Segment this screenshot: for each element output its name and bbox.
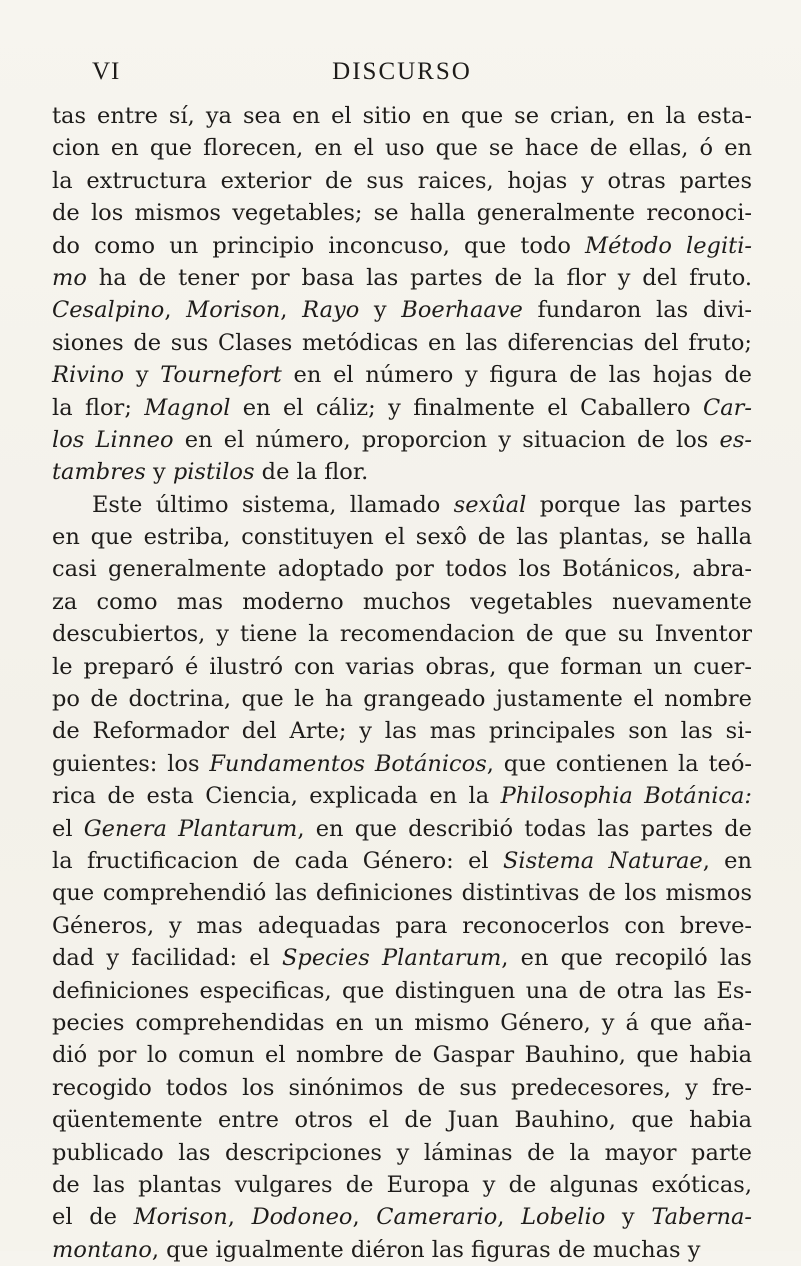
body-text xyxy=(52,100,752,1266)
text-span: dió por lo comun el nombre de Gaspar Bauhino, que habia xyxy=(52,1042,752,1069)
text-span: el xyxy=(52,815,84,842)
text-span: do como un principio inconcuso, que todo xyxy=(52,232,586,259)
italic-text: Sistema Naturae xyxy=(502,847,703,874)
text-span: de la flor. xyxy=(254,459,369,486)
text-line xyxy=(52,262,752,294)
text-span: siones de sus Clases metódicas en las diferencias del fruto; xyxy=(52,329,752,356)
text-span: y xyxy=(145,459,173,486)
page-header xyxy=(92,58,712,92)
text-line xyxy=(52,1169,752,1201)
text-span: definiciones especificas, que distinguen una de otra las Es- xyxy=(52,977,752,1004)
text-line xyxy=(52,489,752,521)
text-line xyxy=(52,910,752,942)
text-span: la extructura exterior de sus raices, hojas y otras partes xyxy=(52,167,752,194)
text-line xyxy=(52,618,752,650)
text-span: dad y facilidad: el xyxy=(52,945,282,972)
text-span: cion en que florecen, en el uso que se hace de ellas, ó en xyxy=(52,135,752,162)
text-span: en el cáliz; y finalmente el Caballero xyxy=(230,394,703,421)
italic-text: es- xyxy=(719,426,753,453)
text-span: , en que recopiló las xyxy=(501,945,752,972)
text-line xyxy=(52,294,752,326)
text-line xyxy=(52,327,752,359)
text-line xyxy=(52,197,752,229)
text-line xyxy=(52,165,752,197)
text-span: , xyxy=(227,1204,252,1231)
text-span: , que contienen la teó- xyxy=(486,750,752,777)
text-line xyxy=(52,651,752,683)
text-line xyxy=(52,877,752,909)
text-span: , en que describió todas las partes de xyxy=(297,815,752,842)
text-span: el de xyxy=(52,1204,134,1231)
text-span: en que estriba, constituyen el sexô de las plantas, se halla xyxy=(52,524,752,551)
text-span: , xyxy=(497,1204,522,1231)
text-line xyxy=(52,780,752,812)
text-line xyxy=(52,1234,752,1266)
text-span: Géneros, y mas adequadas para reconocerlos con breve- xyxy=(52,912,752,939)
italic-text: Método legiti- xyxy=(585,232,752,259)
text-span: la fructificacion de cada Género: el xyxy=(52,847,503,874)
text-line xyxy=(52,748,752,780)
text-line xyxy=(52,1007,752,1039)
text-span: , xyxy=(352,1204,377,1231)
italic-text: Boerhaave xyxy=(401,297,523,324)
text-span: publicado las descripciones y láminas de la mayor parte xyxy=(52,1139,752,1166)
italic-text: los Linneo xyxy=(52,426,174,453)
italic-text: Species Plantarum xyxy=(282,945,502,972)
text-span: porque las partes xyxy=(526,491,752,518)
running-title: DISCURSO xyxy=(332,58,472,85)
italic-text: sexûal xyxy=(453,491,527,518)
text-line xyxy=(52,424,752,456)
text-span: en el número, proporcion y situacion de los xyxy=(173,426,720,453)
italic-text: Magnol xyxy=(144,394,231,421)
text-span: en el número y figura de las hojas de xyxy=(281,362,753,389)
text-line xyxy=(52,942,752,974)
italic-text: Morison xyxy=(186,297,281,324)
text-span: ha de tener por basa las partes de la flor y del fruto. xyxy=(86,264,752,291)
text-span: y xyxy=(124,362,161,389)
text-line xyxy=(52,456,752,488)
text-line xyxy=(52,586,752,618)
text-span: , en xyxy=(702,847,752,874)
text-span: , xyxy=(164,297,187,324)
text-span: y xyxy=(359,297,402,324)
text-span: , xyxy=(280,297,303,324)
text-span: la flor; xyxy=(52,394,145,421)
italic-text: Morison xyxy=(133,1204,228,1231)
text-line xyxy=(52,359,752,391)
text-line xyxy=(52,1201,752,1233)
text-span: de Reformador del Arte; y las mas principales son las si- xyxy=(52,718,752,745)
text-line xyxy=(52,100,752,132)
text-span: de los mismos vegetables; se halla generalmente reconoci- xyxy=(52,200,752,227)
text-span: po de doctrina, que le ha grangeado justamente el nombre xyxy=(52,686,752,713)
italic-text: Car- xyxy=(703,394,752,421)
text-line xyxy=(52,1137,752,1169)
text-line xyxy=(52,521,752,553)
text-span: fundaron las divi- xyxy=(522,297,752,324)
text-line xyxy=(52,1104,752,1136)
text-line xyxy=(52,553,752,585)
italic-text: Rivino xyxy=(52,362,125,389)
text-span: de las plantas vulgares de Europa y de algunas exóticas, xyxy=(52,1171,752,1198)
text-span: que comprehendió las definiciones distintivas de los mismos xyxy=(52,880,752,907)
italic-text: Fundamentos Botánicos xyxy=(209,750,487,777)
italic-text: Lobelio xyxy=(521,1204,606,1231)
text-span: rica de esta Ciencia, explicada en la xyxy=(52,783,501,810)
text-line xyxy=(52,1039,752,1071)
italic-text: Genera Plantarum xyxy=(83,815,298,842)
text-span: guientes: los xyxy=(52,750,210,777)
text-span: casi generalmente adoptado por todos los Botánicos, abra- xyxy=(52,556,752,583)
italic-text: Tournefort xyxy=(160,362,282,389)
text-span: descubiertos, y tiene la recomendacion de que su Inventor xyxy=(52,621,752,648)
italic-text: Philosophia Botánica: xyxy=(500,783,753,810)
italic-text: Taberna- xyxy=(651,1204,752,1231)
text-line xyxy=(52,392,752,424)
italic-text: Camerario xyxy=(376,1204,498,1231)
text-line xyxy=(52,813,752,845)
text-span: , que igualmente diéron las figuras de muchas y xyxy=(151,1236,701,1263)
text-line xyxy=(52,683,752,715)
italic-text: mo xyxy=(52,264,87,291)
text-span: Este último sistema, llamado xyxy=(92,491,454,518)
text-line xyxy=(52,132,752,164)
italic-text: montano xyxy=(52,1236,152,1263)
text-span: za como mas moderno muchos vegetables nuevamente xyxy=(52,588,752,615)
italic-text: pistilos xyxy=(172,459,255,486)
text-line xyxy=(52,230,752,262)
text-span: pecies comprehendidas en un mismo Género, y á que aña- xyxy=(52,1009,752,1036)
italic-text: Dodoneo xyxy=(251,1204,353,1231)
text-span: recogido todos los sinónimos de sus predecesores, y fre- xyxy=(52,1074,752,1101)
italic-text: tambres xyxy=(52,459,146,486)
text-span: y xyxy=(605,1204,652,1231)
text-span: le preparó é ilustró con varias obras, que forman un cuer- xyxy=(52,653,752,680)
text-span: tas entre sí, ya sea en el sitio en que se crian, en la esta- xyxy=(52,103,752,129)
text-line xyxy=(52,715,752,747)
text-line xyxy=(52,975,752,1007)
text-line xyxy=(52,845,752,877)
text-line xyxy=(52,1072,752,1104)
italic-text: Cesalpino xyxy=(52,297,165,324)
text-span: qüentemente entre otros el de Juan Bauhino, que habia xyxy=(52,1107,752,1134)
page-number: VI xyxy=(92,58,121,85)
italic-text: Rayo xyxy=(302,297,360,324)
